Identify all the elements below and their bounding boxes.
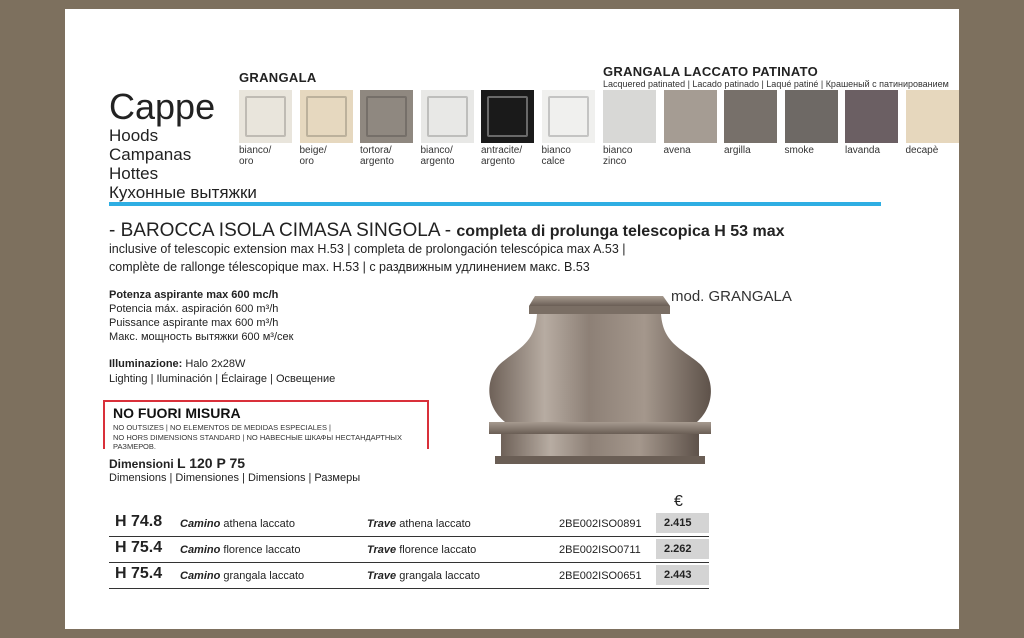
trave-label: Trave [367, 570, 397, 582]
product-desc-line1: inclusive of telescopic extension max H.53 | completa de prolongación telescópica max A.53 | [109, 242, 626, 256]
grangala-swatch-label [421, 145, 455, 167]
code-cell: 2BE002ISO0711 [559, 544, 641, 556]
grangala-swatch [421, 90, 474, 143]
grangala-group-label: GRANGALA [239, 70, 317, 85]
laccato-swatch-label [906, 145, 939, 156]
swatch-label-line1: smoke [784, 145, 814, 156]
grangala-swatch [360, 90, 413, 143]
product-title [109, 220, 785, 243]
subtitle-en: Hoods [109, 126, 159, 145]
lighting-line [109, 358, 245, 371]
door-panel [427, 96, 468, 137]
grangala-swatch-label [300, 145, 327, 167]
grangala-swatch [481, 90, 534, 143]
swatch-label-line2: argento [420, 156, 455, 167]
laccato-group-note: Lacquered patinated | Lacado patinado | Laqué patiné | Крашеный с патинированием [603, 79, 949, 89]
table-row [109, 537, 709, 563]
laccato-swatch-label [724, 145, 751, 156]
no-outsizes-title: NO FUORI MISURA [113, 405, 241, 421]
camino-label: Camino [180, 544, 221, 556]
dimensions-value: L 120 P 75 [177, 455, 246, 471]
camino-value: florence laccato [223, 544, 301, 556]
laccato-swatch [603, 90, 656, 143]
swatch-label-line2: argento [360, 156, 394, 167]
trave-cell [367, 570, 480, 582]
laccato-swatch-label [664, 145, 691, 156]
height-cell: H 75.4 [115, 565, 163, 582]
laccato-swatch-label [603, 145, 632, 167]
camino-value: grangala laccato [223, 570, 305, 582]
no-outsizes-line1: NO OUTSIZES | NO ELEMENTOS DE MEDIDAS ESPECIALES | [113, 423, 331, 432]
price-cell: 2.415 [656, 513, 709, 533]
camino-value: athena laccato [223, 518, 295, 530]
dimensions-line [109, 457, 245, 471]
laccato-swatch-label [845, 145, 880, 156]
power-fr: Puissance aspirante max 600 m³/h [109, 317, 279, 329]
lighting-translations: Lighting | Iluminación | Éclairage | Освещение [109, 373, 336, 385]
trave-value: grangala laccato [399, 570, 480, 582]
swatch-label-line1: bianco [603, 145, 633, 156]
door-panel [306, 96, 347, 137]
trave-value: florence laccato [399, 544, 477, 556]
section-divider [109, 202, 881, 206]
table-row [109, 563, 709, 589]
trave-cell [367, 544, 476, 556]
lighting-label: Illuminazione: [109, 358, 183, 370]
swatch-label-line1: argilla [724, 145, 751, 156]
grangala-swatch [300, 90, 353, 143]
subtitle-ru: Кухонные вытяжки [109, 183, 257, 202]
power-ru: Макс. мощность вытяжки 600 м³/сек [109, 331, 294, 343]
swatch-label-line1: antracite/ [481, 145, 523, 156]
power-es: Potencia máx. aspiración 600 m³/h [109, 303, 279, 315]
power-label: Potenza aspirante max 600 mc/h [109, 289, 279, 301]
code-cell: 2BE002ISO0651 [559, 570, 642, 582]
camino-cell [180, 518, 295, 530]
product-title-extra: completa di prolunga telescopica H 53 max [456, 223, 785, 240]
trave-label: Trave [367, 518, 397, 530]
trave-cell [367, 518, 471, 530]
grangala-swatch-label [239, 145, 271, 167]
swatch-label-line1: avena [663, 145, 691, 156]
door-panel [487, 96, 528, 137]
door-panel [245, 96, 286, 137]
swatch-label-line2: zinco [603, 156, 627, 167]
grangala-swatch [239, 90, 292, 143]
page-title: Cappe [109, 86, 216, 127]
no-outsizes-box [103, 400, 429, 449]
currency-symbol: € [674, 493, 683, 510]
dimensions-label: Dimensioni [109, 457, 174, 471]
swatch-label-line1: bianco/ [420, 145, 453, 156]
laccato-swatch [724, 90, 777, 143]
swatch-label-line2: oro [299, 156, 314, 167]
trave-value: athena laccato [399, 518, 471, 530]
trave-label: Trave [367, 544, 397, 556]
door-panel [366, 96, 407, 137]
swatch-label-line1: lavanda [845, 145, 881, 156]
grangala-swatch-label [481, 145, 522, 167]
laccato-group-label: GRANGALA LACCATO PATINATO [603, 64, 819, 79]
swatch-label-line1: bianco [541, 145, 571, 156]
height-cell: H 75.4 [115, 539, 163, 556]
grangala-swatch [542, 90, 595, 143]
table-row [109, 511, 709, 537]
laccato-swatch-label [785, 145, 814, 156]
price-cell: 2.262 [656, 539, 709, 559]
catalog-sheet [65, 9, 959, 629]
laccato-swatch [785, 90, 838, 143]
swatch-label-line1: bianco/ [239, 145, 272, 156]
camino-cell [180, 570, 304, 582]
camino-label: Camino [180, 518, 221, 530]
height-cell: H 74.8 [115, 513, 163, 530]
grangala-swatch-label [542, 145, 571, 167]
swatch-label-line1: decapè [905, 145, 939, 156]
swatch-label-line2: oro [239, 156, 254, 167]
product-desc-line2: complète de rallonge télescopique max. H.53 | с раздвижным удлинением макс. В.53 [109, 260, 590, 274]
subtitle-es: Campanas [109, 145, 192, 164]
code-cell: 2BE002ISO0891 [559, 518, 642, 530]
laccato-swatch [845, 90, 898, 143]
price-cell: 2.443 [656, 565, 709, 585]
swatch-label-line2: calce [541, 156, 565, 167]
laccato-swatch [906, 90, 959, 143]
dimensions-translations: Dimensions | Dimensiones | Dimensions | Размеры [109, 472, 361, 484]
product-name: - BAROCCA ISOLA CIMASA SINGOLA - [109, 220, 452, 241]
camino-label: Camino [180, 570, 221, 582]
subtitle-fr: Hottes [109, 164, 159, 183]
swatch-label-line1: beige/ [299, 145, 327, 156]
laccato-swatch [664, 90, 717, 143]
no-outsizes-line2: NO HORS DIMENSIONS STANDARD | NO НАВЕСНЫЕ ШКАФЫ НЕСТАНДАРТНЫХ РАЗМЕРОВ. [113, 433, 402, 451]
grangala-swatch-label [360, 145, 394, 167]
hood-image [475, 294, 725, 476]
lighting-value: Halo 2x28W [185, 358, 246, 370]
swatch-label-line1: tortora/ [360, 145, 392, 156]
door-panel [548, 96, 589, 137]
swatch-label-line2: argento [481, 156, 515, 167]
model-label: mod. GRANGALA [671, 288, 792, 305]
camino-cell [180, 544, 300, 556]
